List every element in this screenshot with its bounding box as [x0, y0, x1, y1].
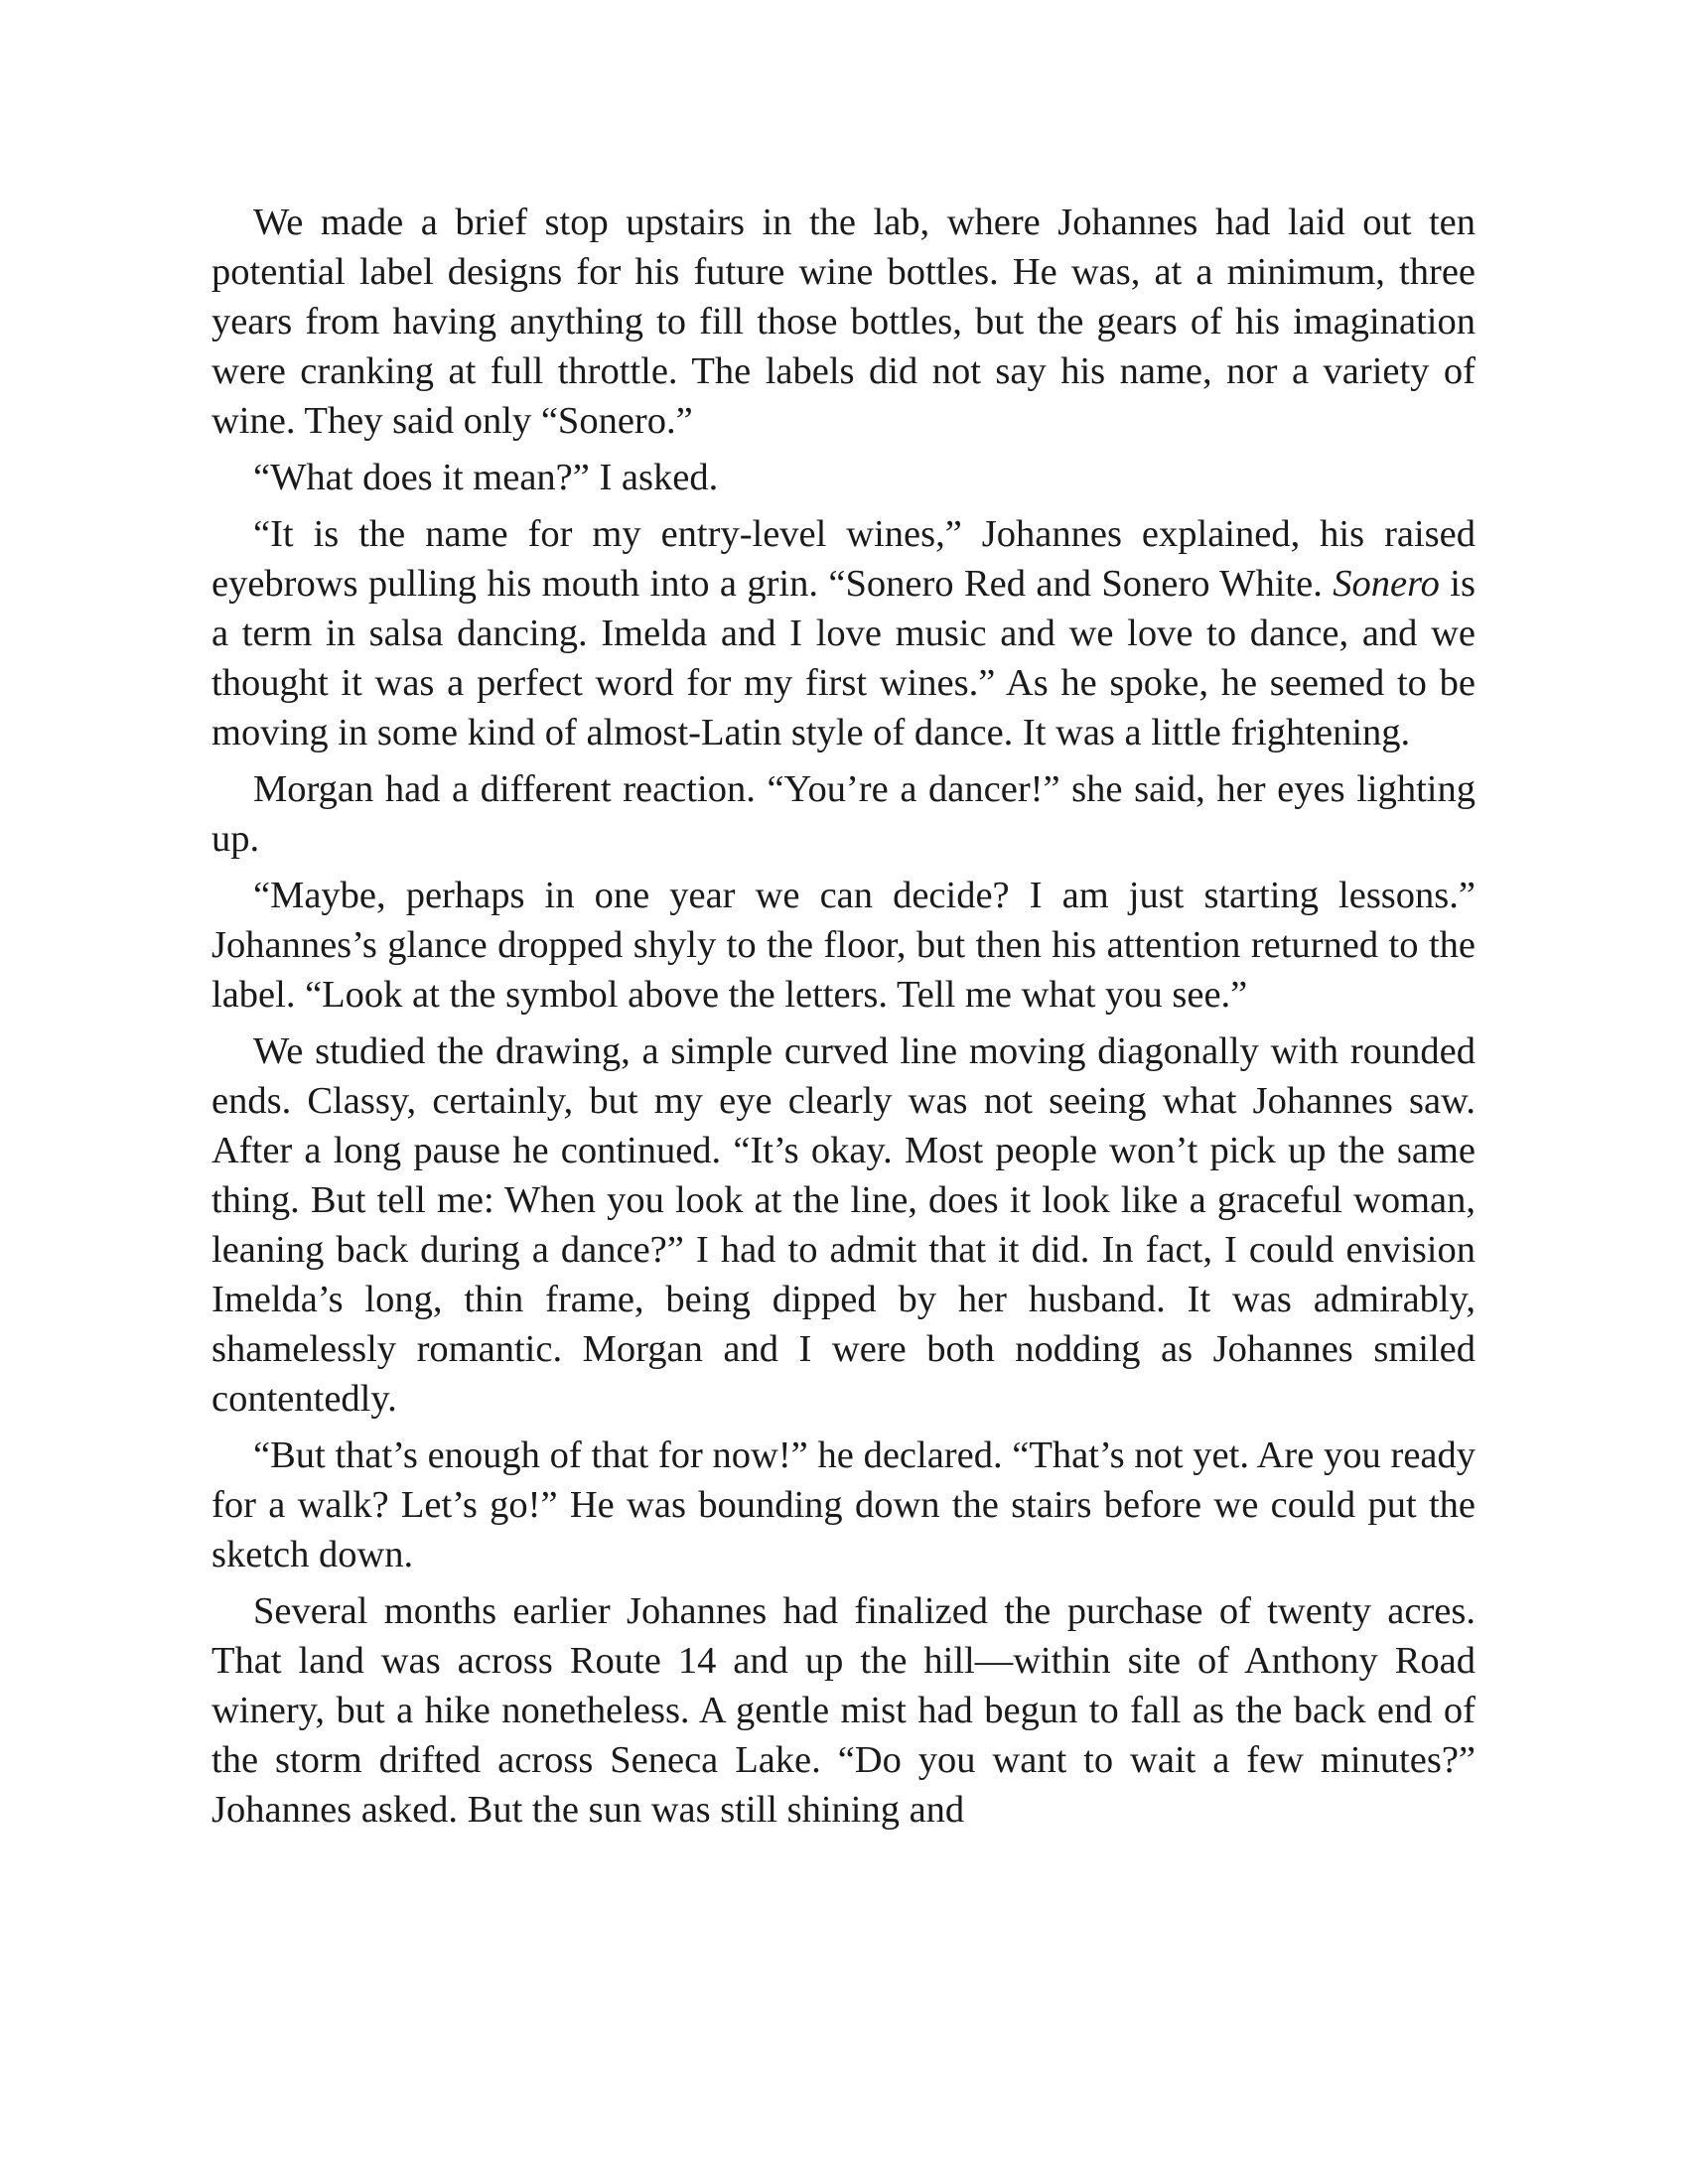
paragraph-3-italic-term: Sonero — [1333, 563, 1440, 605]
paragraph-8: Several months earlier Johannes had finalized the purchase of twenty acres. That land was across Route 14 and up the hill—within site of Anthony Road winery, but a hike nonetheless. A gentle mist had begun to fall as the back end of the storm drifted across Seneca Lake. “Do you want to wait a few minutes?” Johannes asked. But the sun was still shining and — [211, 1590, 1476, 1831]
paragraph-1: We made a brief stop upstairs in the lab, where Johannes had laid out ten potential label designs for his future wine bottles. He was, at a minimum, three years from having anything to fill those bottles, but the gears of his imagination were cranking at full throttle. The labels did not say his name, nor a variety of wine. They said only “Sonero.” — [211, 202, 1476, 442]
paragraph-3-text-end: is a term in salsa dancing. Imelda and I love music and we love to dance, and we thought it was a perfect word for my first wines.” As he spoke, he seemed to be moving in some kind of almost-Latin style of dance. It was a little frightening. — [211, 563, 1476, 753]
paragraph-3-text-start: “It is the name for my entry-level wines,” Johannes explained, his raised eyebrows pulling his mouth into a grin. “Sonero Red and Sonero White. — [211, 513, 1476, 605]
paragraph-5: “Maybe, perhaps in one year we can decide? I am just starting lessons.” Johannes’s glance dropped shyly to the floor, but then his attention returned to the label. “Look at the symbol above the letters. Tell me what you see.” — [211, 875, 1476, 1016]
paragraph-4: Morgan had a different reaction. “You’re a dancer!” she said, her eyes lighting up. — [211, 768, 1476, 860]
paragraph-6: We studied the drawing, a simple curved line moving diagonally with rounded ends. Classy, certainly, but my eye clearly was not seeing what Johannes saw. After a long pause he continued. “It’s okay. Most people won’t pick up the same thing. But tell me: When you look at the line, does it look like a graceful woman, leaning back during a dance?” I had to admit that it did. In fact, I could envision Imelda’s long, thin frame, being dipped by her husband. It was admirably, shamelessly romantic. Morgan and I were both nodding as Johannes smiled contentedly. — [211, 1030, 1476, 1420]
paragraph-2: “What does it mean?” I asked. — [253, 457, 719, 498]
body-text — [211, 198, 1476, 1842]
paragraph-3 — [211, 509, 1476, 757]
paragraph-7: “But that’s enough of that for now!” he declared. “That’s not yet. Are you ready for a walk? Let’s go!” He was bounding down the stairs before we could put the sketch down. — [211, 1434, 1476, 1575]
